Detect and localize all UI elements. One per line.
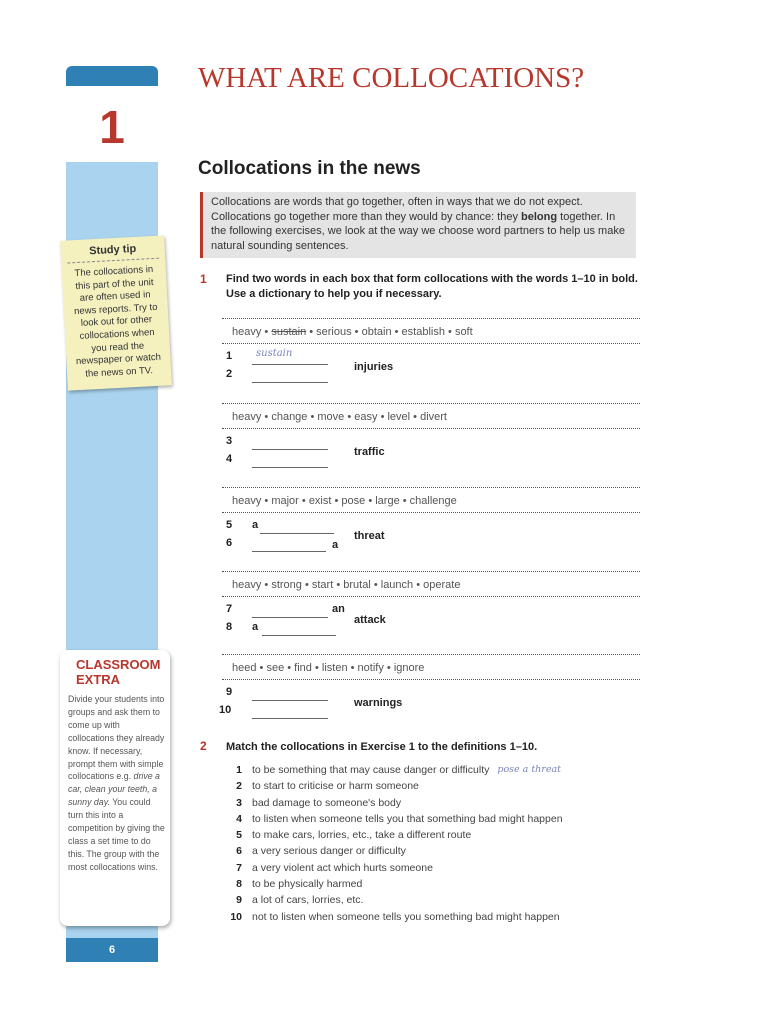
box-separator: •	[261, 495, 272, 507]
box-word: change	[271, 411, 308, 423]
word-box	[222, 318, 640, 344]
item-number: 7	[226, 603, 233, 615]
box-word: strong	[271, 579, 302, 591]
box-separator: •	[351, 326, 362, 338]
box-word: level	[387, 411, 411, 423]
definition-number: 5	[236, 829, 242, 842]
page-title: WHAT ARE COLLOCATIONS?	[198, 62, 585, 94]
definition-number: 6	[236, 845, 242, 858]
box-separator: •	[261, 579, 272, 591]
item-number: 4	[226, 453, 233, 465]
answer-blank	[252, 706, 328, 719]
article: an	[332, 603, 345, 615]
intro-text-2: together. In the following exercises, we look at the way we choose word partners to help us make natural sounding sentences.	[211, 210, 625, 252]
item-number: 6	[226, 537, 233, 549]
answer-blank	[252, 437, 328, 450]
box-word: large	[375, 495, 400, 507]
box-word: listen	[321, 662, 348, 674]
box-word: start	[311, 579, 334, 591]
definition-row	[218, 827, 638, 843]
box-word: sustain	[271, 326, 307, 338]
box-separator: •	[410, 411, 421, 423]
box-separator: •	[365, 495, 376, 507]
collocation-head-word: injuries	[354, 361, 394, 373]
intro-bold: belong	[521, 210, 558, 223]
box-word: heed	[232, 662, 257, 674]
answer-blank	[262, 623, 336, 636]
box-separator: •	[311, 662, 322, 674]
definition-text: to be something that may cause danger or difficulty	[252, 764, 490, 776]
article: a	[332, 539, 339, 551]
box-separator: •	[377, 411, 388, 423]
collocation-head-word: traffic	[354, 446, 385, 458]
item-number: 1	[226, 350, 233, 362]
box-separator: •	[256, 662, 267, 674]
definition-text: to make cars, lorries, etc., take a different route	[252, 829, 472, 842]
definition-number: 4	[236, 812, 242, 825]
box-word: launch	[380, 579, 414, 591]
box-word: challenge	[409, 495, 457, 507]
intro-text-1: Collocations are words that go together, often in ways that we do not expect. Collocations go together more than they would by chance: they	[211, 196, 583, 223]
box-word: soft	[454, 326, 473, 338]
box-word: exist	[308, 495, 332, 507]
box-word: brutal	[343, 579, 371, 591]
classroom-extra-text-1: Divide your students into groups and ask them to come up with collocations they already know. If necessary, prompt them with simple collocations e.g.	[68, 694, 165, 782]
definition-number: 3	[236, 796, 242, 809]
definition-text: to start to criticise or harm someone	[252, 780, 419, 793]
box-word: ignore	[393, 662, 425, 674]
classroom-extra-text-2: You could turn this into a competition by giving the class a set time to do this. The group with the most collocations wins.	[68, 797, 165, 872]
box-word: establish	[401, 326, 445, 338]
word-box	[222, 654, 640, 680]
answer-blank	[252, 539, 326, 552]
study-tip-body: The collocations in this part of the unit are often used in news reports. Try to look out for other collocations when you read the newspaper or watch the news on TV.	[73, 264, 162, 380]
definition-row	[218, 876, 638, 892]
word-box	[222, 571, 640, 597]
box-separator: •	[331, 495, 342, 507]
box-separator: •	[298, 495, 309, 507]
definition-number: 7	[236, 861, 242, 874]
handwritten-answer: pose a threat	[497, 764, 561, 775]
word-box	[222, 487, 640, 513]
box-separator: •	[307, 411, 318, 423]
box-separator: •	[344, 411, 355, 423]
box-separator: •	[333, 579, 344, 591]
box-separator: •	[306, 326, 317, 338]
definition-row	[218, 909, 638, 925]
definition-text: a very serious danger or difficulty	[252, 845, 406, 858]
box-word: major	[271, 495, 299, 507]
box-word: heavy	[232, 579, 262, 591]
definition-text: a very violent act which hurts someone	[252, 861, 433, 874]
definition-text: not to listen when someone tells you something bad might happen	[252, 910, 560, 923]
box-separator: •	[284, 662, 295, 674]
page-number: 6	[66, 938, 158, 962]
answer-blank	[252, 688, 328, 701]
answer-blank	[252, 605, 328, 618]
box-separator: •	[413, 579, 424, 591]
answer-blank	[260, 521, 334, 534]
answer-blank	[252, 370, 328, 383]
classroom-extra-body	[68, 693, 166, 874]
item-number: 2	[226, 368, 233, 380]
definition-number: 8	[236, 878, 242, 891]
box-separator: •	[370, 579, 381, 591]
box-word: heavy	[232, 326, 262, 338]
item-number: 3	[226, 435, 233, 447]
box-word: serious	[316, 326, 352, 338]
box-word: see	[266, 662, 285, 674]
classroom-extra-heading: CLASSROOM EXTRA	[76, 657, 161, 687]
study-tip-note	[60, 235, 172, 390]
definition-text: to be physically harmed	[252, 878, 363, 891]
collocation-head-word: threat	[354, 530, 385, 542]
unit-tab	[66, 66, 158, 86]
definition-row	[218, 795, 638, 811]
collocation-head-word: attack	[354, 614, 386, 626]
item-number: 10	[219, 704, 232, 716]
study-tip-heading: Study tip	[66, 236, 159, 264]
box-word: divert	[420, 411, 447, 423]
definition-number: 1	[236, 764, 242, 776]
definition-text: a lot of cars, lorries, etc.	[252, 894, 364, 907]
box-word: heavy	[232, 495, 262, 507]
answer-blank	[252, 455, 328, 468]
item-number: 5	[226, 519, 233, 531]
section-title: Collocations in the news	[198, 158, 421, 179]
box-word: move	[317, 411, 345, 423]
unit-number: 1	[99, 101, 125, 153]
box-word: heavy	[232, 411, 262, 423]
box-separator: •	[347, 662, 358, 674]
definition-number: 2	[236, 780, 242, 793]
box-separator: •	[261, 411, 272, 423]
item-number: 9	[226, 686, 233, 698]
box-separator: •	[391, 326, 402, 338]
definition-row	[218, 843, 638, 859]
box-separator: •	[383, 662, 394, 674]
definition-text: to listen when someone tells you that something bad might happen	[252, 812, 563, 825]
definition-text: bad damage to someone's body	[252, 796, 402, 809]
box-word: find	[294, 662, 312, 674]
classroom-extra-box	[60, 650, 170, 926]
exercise-1-instruction: Find two words in each box that form collocations with the words 1–10 in bold. Use a dictionary to help you if necessary.	[226, 273, 638, 300]
box-separator: •	[399, 495, 410, 507]
definition-row	[218, 778, 638, 794]
definition-number: 9	[236, 894, 242, 907]
article: a	[252, 621, 259, 633]
handwritten-answer: sustain	[256, 348, 293, 359]
exercise-2-number: 2	[200, 739, 207, 753]
box-separator: •	[301, 579, 312, 591]
box-separator: •	[261, 326, 272, 338]
box-word: operate	[423, 579, 461, 591]
classroom-extra-examples: drive a car, clean your teeth, a sunny day.	[68, 771, 160, 808]
collocation-head-word: warnings	[354, 697, 403, 709]
word-box	[222, 403, 640, 429]
intro-box	[200, 192, 636, 258]
item-number: 8	[226, 621, 233, 633]
article: a	[252, 519, 259, 531]
box-separator: •	[444, 326, 455, 338]
definition-row	[218, 892, 638, 908]
exercise-1-number: 1	[200, 272, 207, 286]
exercise-2-instruction: Match the collocations in Exercise 1 to the definitions 1–10.	[226, 741, 538, 753]
definition-row	[218, 860, 638, 876]
definition-row	[218, 762, 638, 778]
box-word: notify	[357, 662, 384, 674]
definition-row	[218, 811, 638, 827]
definition-number: 10	[230, 910, 242, 923]
definitions-list	[218, 762, 638, 925]
box-word: pose	[341, 495, 366, 507]
box-word: easy	[354, 411, 378, 423]
box-word: obtain	[361, 326, 392, 338]
